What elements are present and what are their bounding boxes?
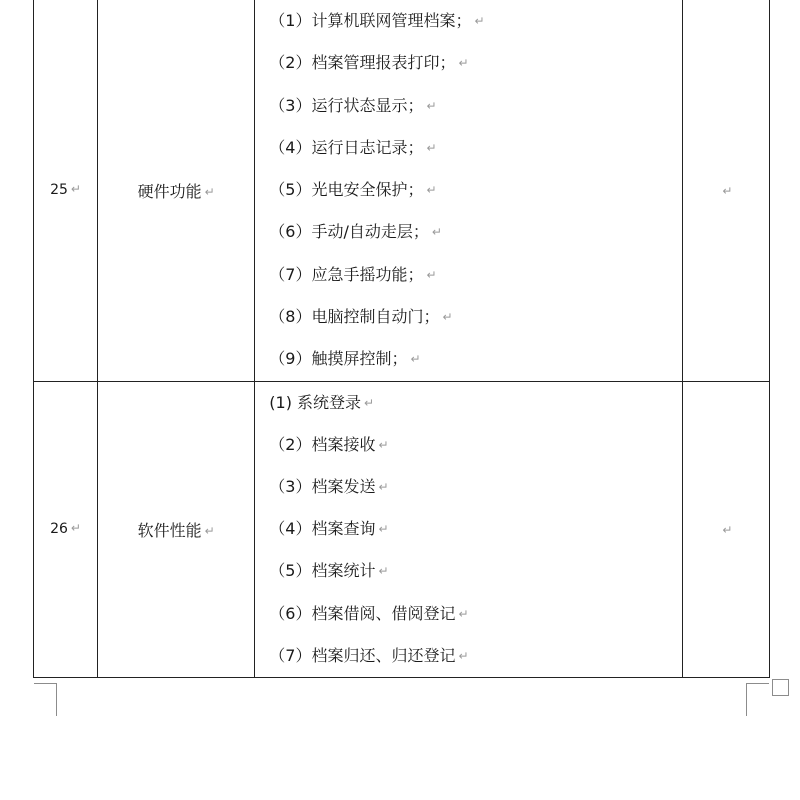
row-name: 硬件功能 [137, 181, 202, 201]
list-item [269, 550, 682, 592]
paragraph-mark-icon: ↵ [426, 267, 437, 282]
list-item [269, 169, 682, 211]
paragraph-mark-icon: ↵ [426, 140, 437, 155]
list-item [269, 382, 682, 424]
list-item [269, 0, 682, 42]
list-item-text: （3）档案发送 [269, 477, 376, 497]
paragraph-mark-icon: ↵ [458, 56, 469, 71]
list-item [269, 211, 682, 253]
list-item-text: （2）档案接收 [269, 434, 376, 454]
paragraph-mark-icon: ↵ [70, 521, 81, 536]
row-note-cell [682, 381, 769, 677]
row-name-cell [98, 381, 255, 677]
paragraph-mark-icon: ↵ [431, 225, 442, 240]
spec-table [33, 0, 770, 678]
paragraph-mark-icon: ↵ [474, 14, 485, 28]
list-item-text: （7）档案归还、归还登记 [269, 645, 456, 665]
row-number: 26 [50, 521, 68, 538]
list-item-text: （5）档案统计 [269, 561, 376, 581]
list-item [269, 127, 682, 169]
list-item-text: （7）应急手摇功能； [269, 264, 424, 284]
page-corner-mark-right [746, 683, 769, 716]
list-item [269, 593, 682, 635]
paragraph-mark-icon: ↵ [426, 183, 437, 198]
paragraph-mark-icon: ↵ [410, 352, 421, 367]
paragraph-mark-icon: ↵ [458, 606, 469, 621]
list-item-text: （2）档案管理报表打印； [269, 53, 456, 73]
paragraph-mark-icon: ↵ [378, 564, 389, 579]
page-corner-box [772, 679, 789, 696]
list-item [269, 42, 682, 84]
list-item-text: (1) 系统登录 [269, 392, 362, 412]
paragraph-mark-icon: ↵ [204, 184, 215, 199]
list-item-text: （9）触摸屏控制； [269, 349, 408, 369]
paragraph-mark-icon: ↵ [378, 522, 389, 537]
list-item-text: （6）手动/自动走层； [269, 222, 429, 242]
list-item [269, 635, 682, 677]
paragraph-mark-icon: ↵ [70, 182, 81, 197]
row-number: 25 [50, 182, 68, 199]
paragraph-mark-icon: ↵ [426, 98, 437, 113]
row-number-cell [34, 381, 98, 677]
list-item-text: （8）电脑控制自动门； [269, 307, 440, 327]
list-item-text: （1）计算机联网管理档案； [269, 11, 472, 30]
list-item [269, 424, 682, 466]
paragraph-mark-icon: ↵ [364, 395, 375, 410]
row-items-cell [255, 381, 683, 677]
list-item-text: （6）档案借阅、借阅登记 [269, 603, 456, 623]
paragraph-mark-icon: ↵ [378, 480, 389, 495]
paragraph-mark-icon: ↵ [722, 522, 733, 537]
list-item [269, 338, 682, 380]
feature-list [255, 0, 682, 381]
row-number-cell [34, 0, 98, 381]
list-item [269, 508, 682, 550]
list-item-text: （4）档案查询 [269, 519, 376, 539]
list-item-text: （4）运行日志记录； [269, 137, 424, 157]
list-item [269, 85, 682, 127]
table-row-software [34, 381, 770, 677]
paragraph-mark-icon: ↵ [204, 523, 215, 538]
row-items-cell [255, 0, 683, 381]
page-corner-mark-left [34, 683, 57, 716]
list-item [269, 296, 682, 338]
row-name-cell [98, 0, 255, 381]
paragraph-mark-icon: ↵ [378, 437, 389, 452]
row-note-cell [682, 0, 769, 381]
list-item-text: （3）运行状态显示； [269, 95, 424, 115]
list-item [269, 466, 682, 508]
paragraph-mark-icon: ↵ [458, 648, 469, 663]
list-item-text: （5）光电安全保护； [269, 180, 424, 200]
paragraph-mark-icon: ↵ [722, 183, 733, 198]
feature-list [255, 382, 682, 677]
paragraph-mark-icon: ↵ [442, 310, 453, 325]
row-name: 软件性能 [137, 520, 202, 540]
table-row-hardware [34, 0, 770, 381]
list-item [269, 254, 682, 296]
spec-table-container [33, 0, 770, 678]
